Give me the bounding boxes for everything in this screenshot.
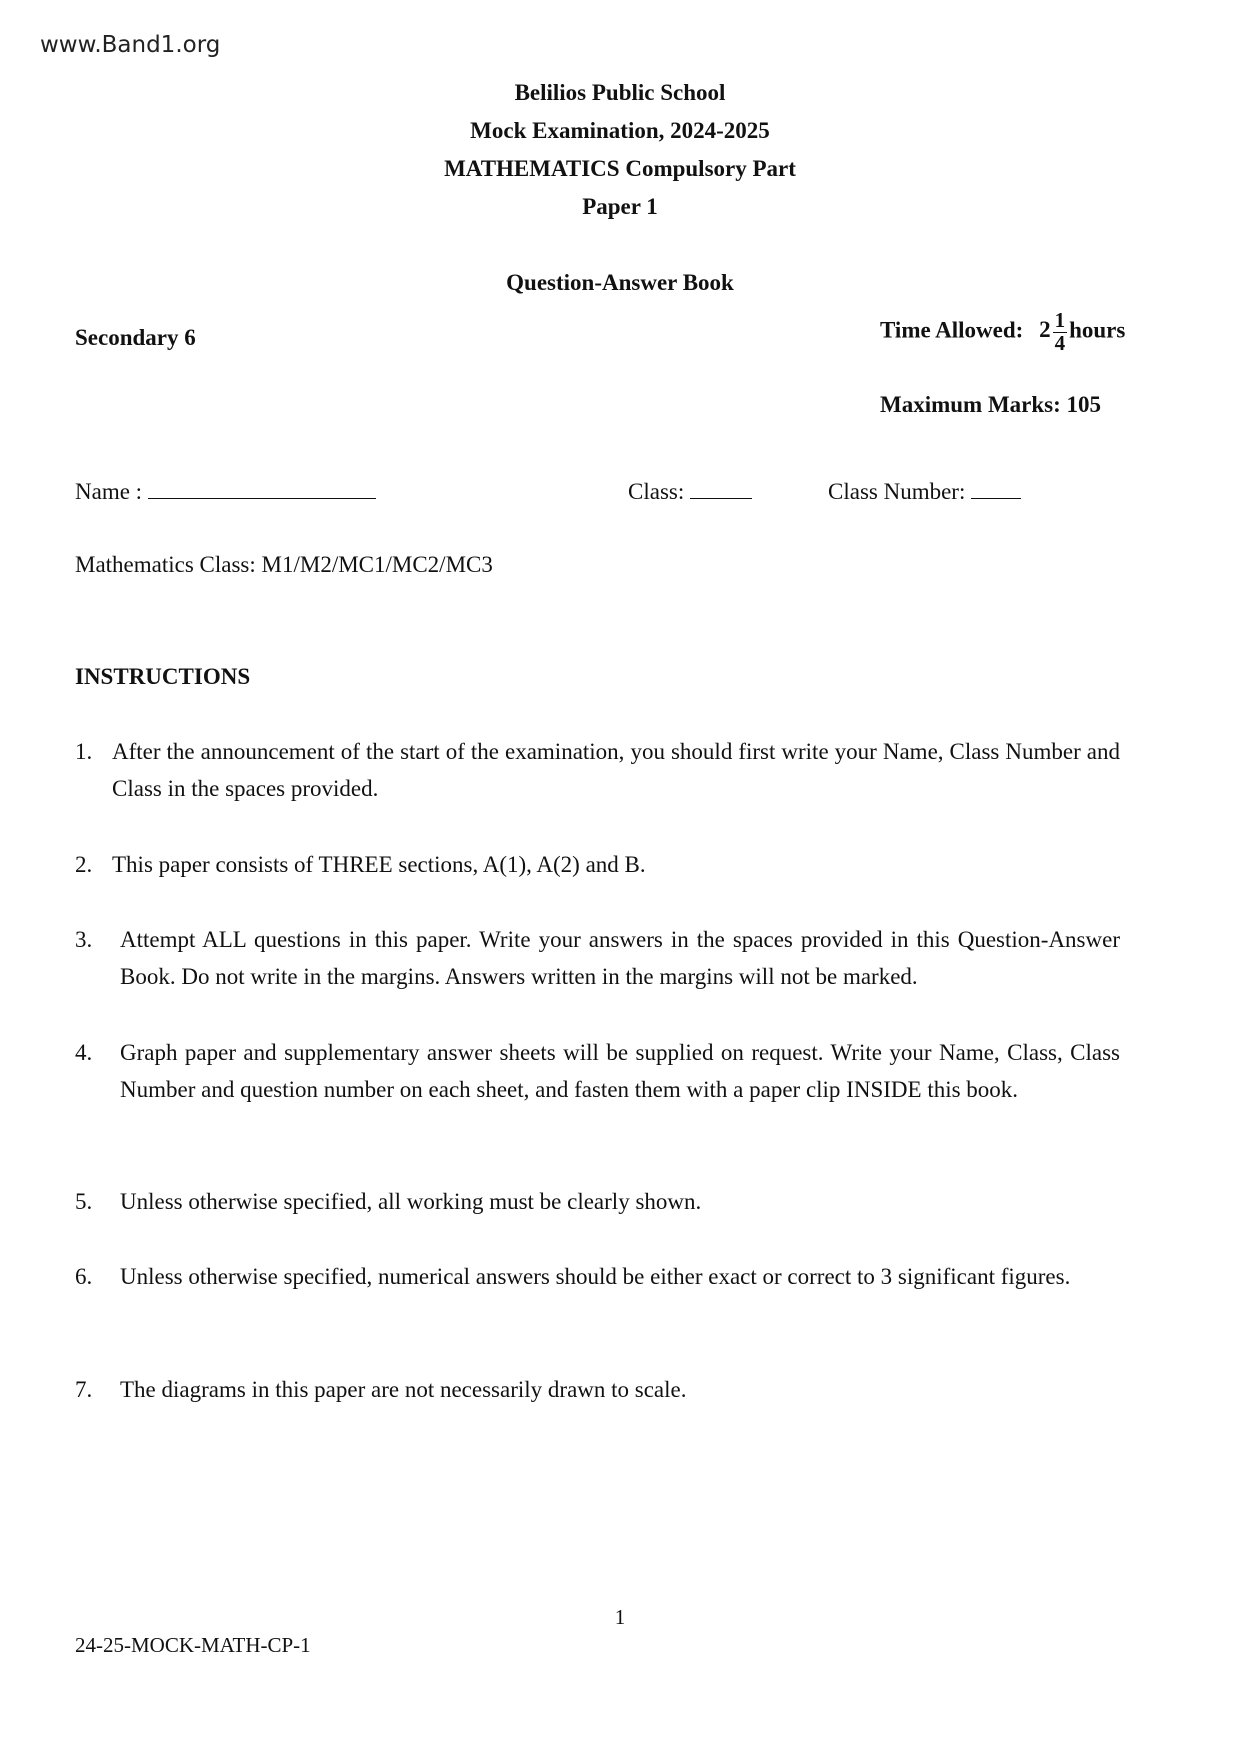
instruction-item	[75, 1034, 1120, 1108]
item-text: Unless otherwise specified, all working must be clearly shown.	[120, 1189, 702, 1214]
time-allowed	[880, 310, 1125, 354]
class-field[interactable]	[628, 478, 752, 505]
instruction-item	[75, 1371, 1120, 1408]
exam-title: Mock Examination, 2024-2025	[470, 118, 770, 143]
paper-code: 24-25-MOCK-MATH-CP-1	[75, 1633, 311, 1657]
time-unit: hours	[1069, 317, 1126, 343]
paper-title: Paper 1	[582, 194, 658, 219]
item-text: After the announcement of the start of the examination, you should first write your Name, Class Number and Class in the spaces provided.	[112, 739, 1120, 801]
name-label: Name :	[75, 479, 143, 504]
item-number: 7.	[75, 1377, 93, 1402]
class-blank[interactable]	[690, 478, 752, 499]
level: Secondary 6	[75, 325, 196, 350]
time-whole: 2	[1039, 317, 1051, 343]
class-number-blank[interactable]	[971, 478, 1021, 499]
instruction-item	[75, 733, 1120, 807]
item-text: This paper consists of THREE sections, A(1), A(2) and B.	[112, 852, 646, 877]
item-number: 1.	[75, 739, 93, 764]
instruction-item	[75, 846, 1120, 883]
watermark: www.Band1.org	[40, 32, 221, 58]
item-text: Attempt ALL questions in this paper. Write your answers in the spaces provided in this Question-Answer Book. Do not write in the margins. Answers written in the margins will not be marked.	[120, 927, 1120, 989]
instruction-item	[75, 1258, 1120, 1295]
instructions-title: INSTRUCTIONS	[75, 664, 251, 689]
time-label: Time Allowed:	[880, 317, 1024, 343]
item-number: 2.	[75, 852, 93, 877]
item-number: 5.	[75, 1189, 93, 1214]
book-title: Question-Answer Book	[506, 270, 734, 295]
instruction-item	[75, 1183, 1120, 1220]
class-label: Class:	[628, 479, 685, 504]
math-class: Mathematics Class: M1/M2/MC1/MC2/MC3	[75, 552, 493, 577]
school-name: Belilios Public School	[514, 80, 726, 105]
class-number-field[interactable]	[828, 478, 1021, 505]
subject-title: MATHEMATICS Compulsory Part	[444, 156, 796, 181]
name-blank[interactable]	[148, 478, 376, 499]
item-text: The diagrams in this paper are not necessarily drawn to scale.	[120, 1377, 687, 1402]
page-number: 1	[614, 1605, 626, 1629]
item-text: Graph paper and supplementary answer sheets will be supplied on request. Write your Name, Class, Class Number and question number on each sheet, and fasten them with a paper clip INSIDE this book.	[120, 1040, 1120, 1102]
maximum-marks: Maximum Marks: 105	[880, 392, 1102, 417]
time-denominator: 4	[1054, 331, 1066, 355]
class-number-label: Class Number:	[828, 479, 966, 504]
item-number: 3.	[75, 927, 93, 952]
instruction-item	[75, 921, 1120, 995]
item-text: Unless otherwise specified, numerical answers should be either exact or correct to 3 significant figures.	[120, 1264, 1071, 1289]
time-fraction	[1053, 310, 1068, 354]
time-numerator: 1	[1054, 308, 1066, 332]
item-number: 6.	[75, 1264, 93, 1289]
item-number: 4.	[75, 1040, 93, 1065]
name-field[interactable]	[75, 478, 376, 505]
